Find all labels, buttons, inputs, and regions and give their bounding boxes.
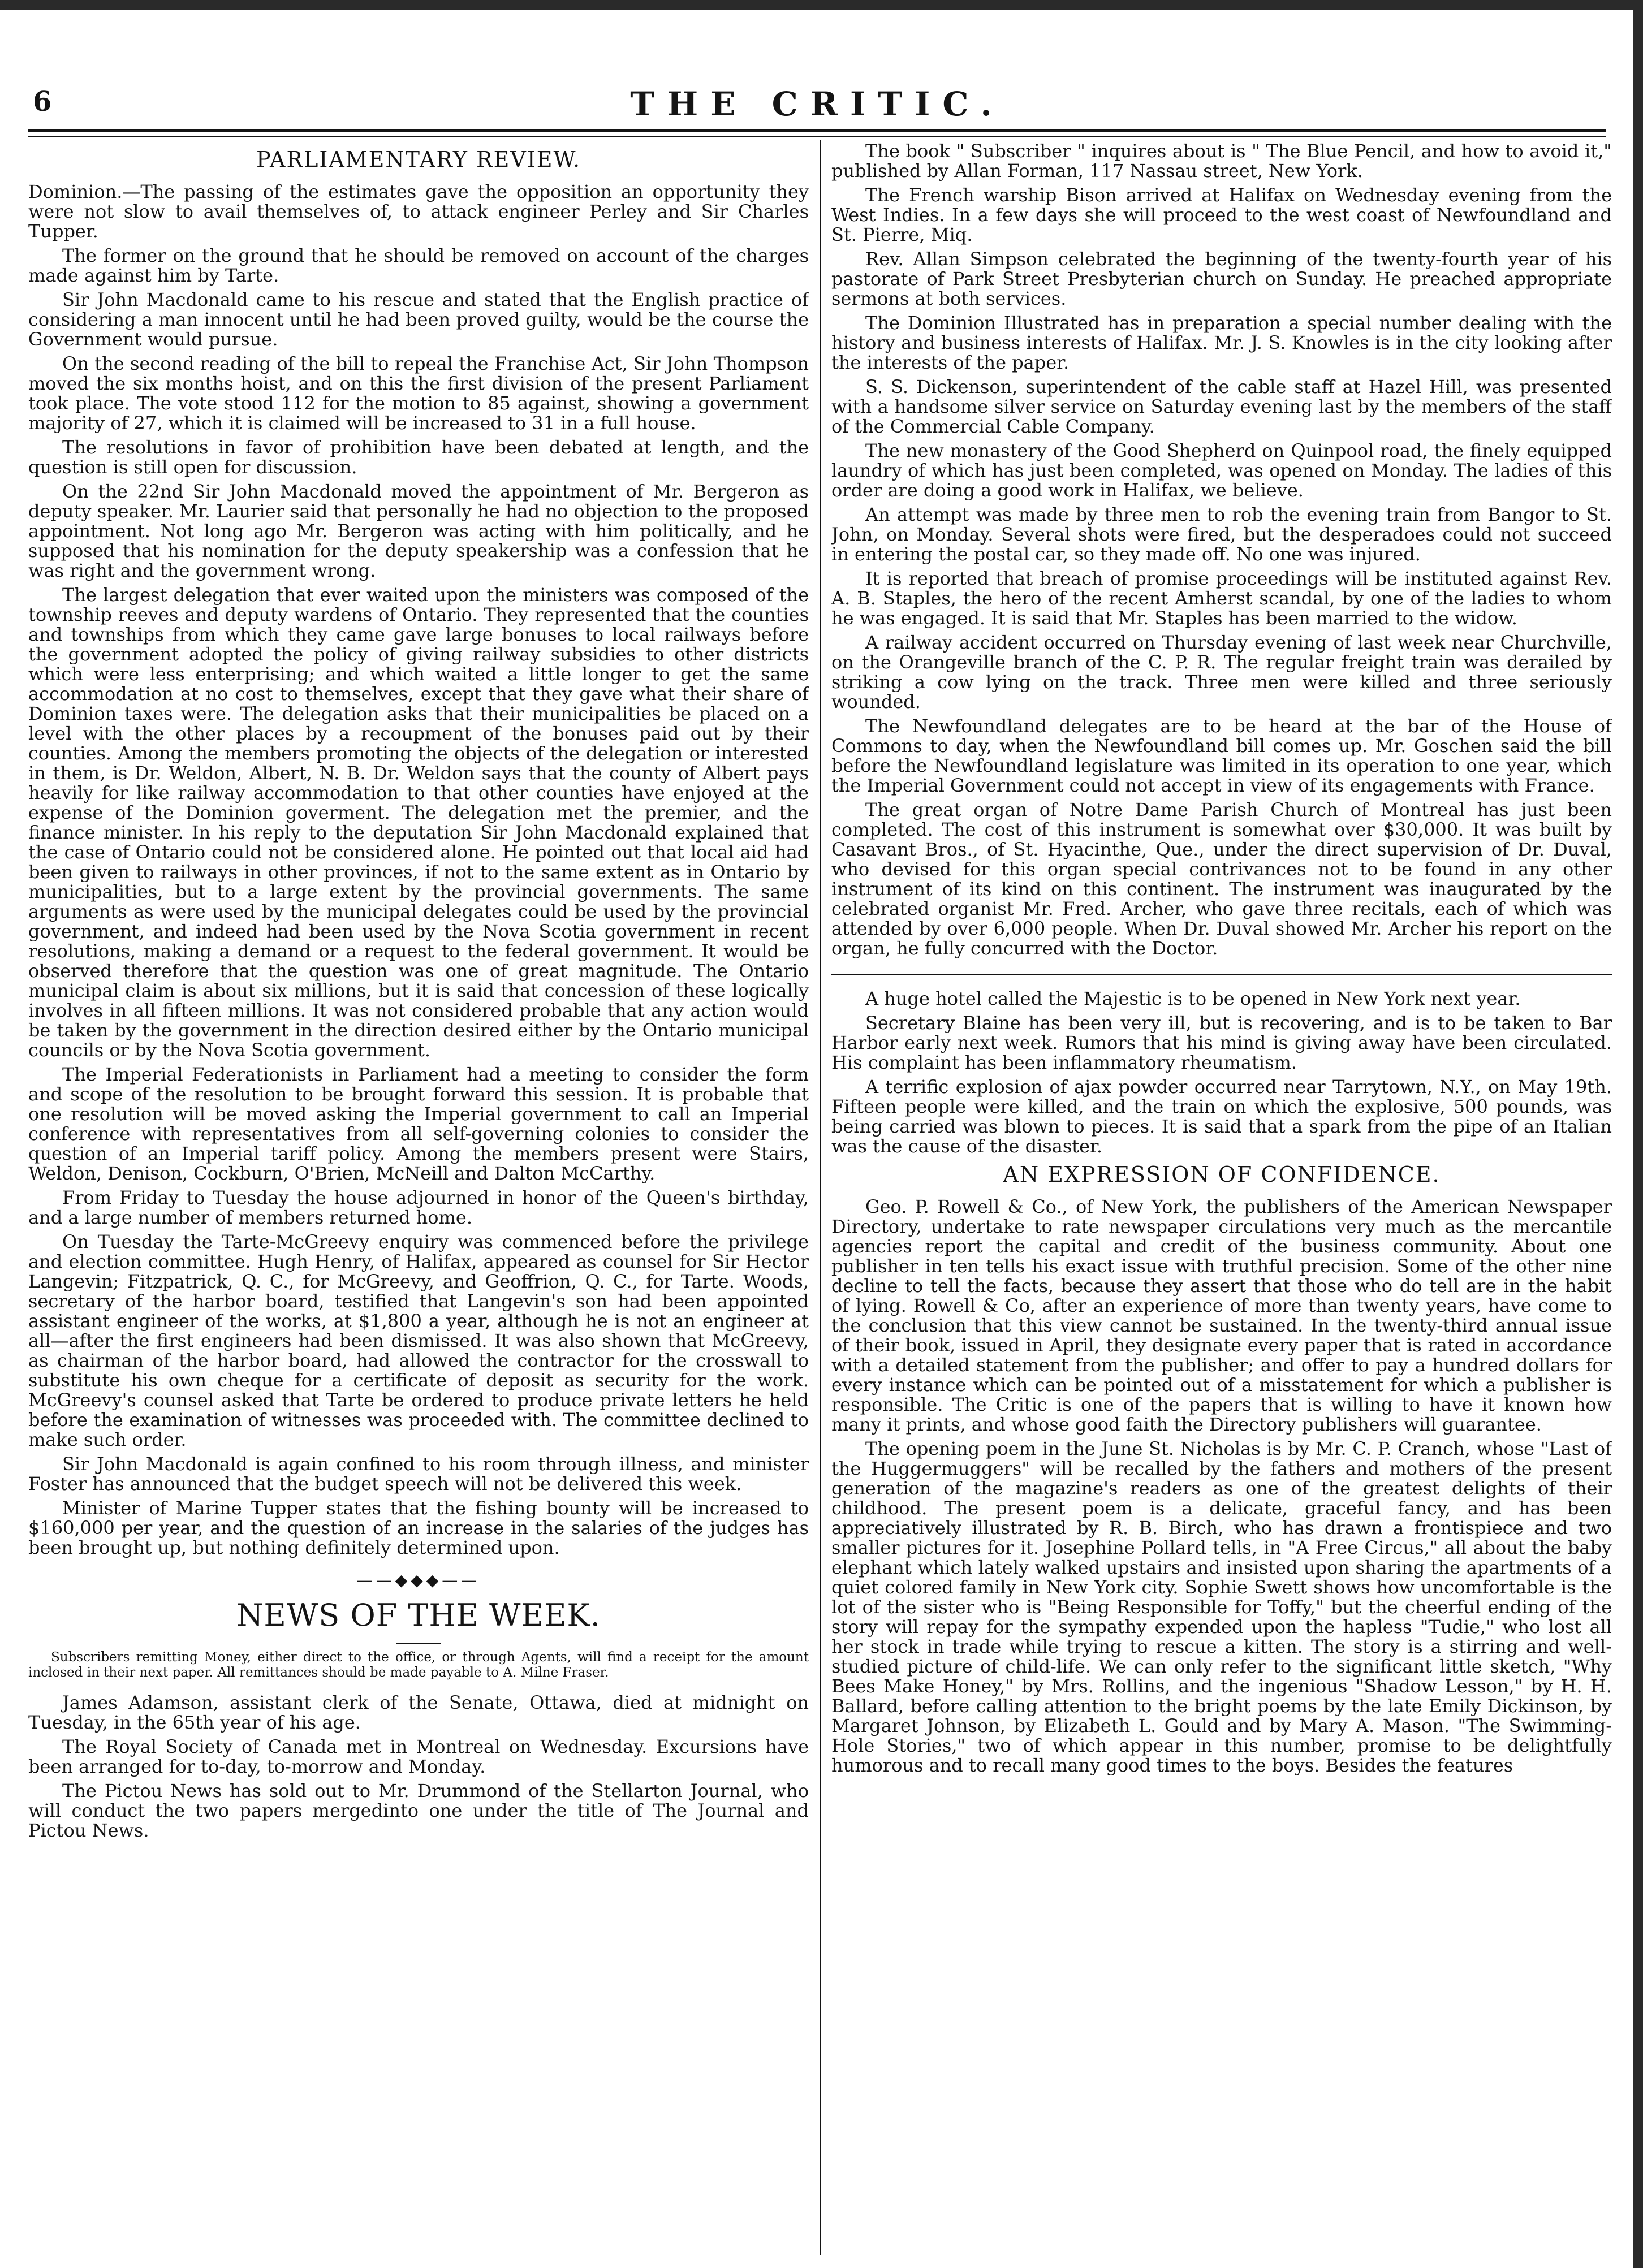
news-paragraph: James Adamson, assistant clerk of the Senate, Ottawa, died at midnight on Tuesday, in the 65th year of his age. [28, 1692, 809, 1733]
article-paragraph: Minister of Marine Tupper states that the fishing bounty will be increased to $160,000 per year, and the question of an increase in the salaries of the judges has been brought up, but nothing definitely determined upon. [28, 1497, 809, 1558]
article-paragraph: Dominion.—The passing of the estimates gave the opposition an opportunity they were not slow to avail themselves of, to attack engineer Perley and Sir Charles Tupper. [28, 181, 809, 242]
article-paragraph: The Imperial Federationists in Parliament had a meeting to consider the form and scope of the resolution to be brought forward this session. It is probable that one resolution will be moved asking the Imperial government to call an Imperial conference with representatives from all self-governing colonies to consider the question of an Imperial tariff policy. Among the members present were Stairs, Weldon, Denison, Cockburn, O'Brien, McNeill and Dalton McCarthy. [28, 1064, 809, 1184]
scan-right-edge [1633, 0, 1643, 2268]
news-paragraph: A huge hotel called the Majestic is to be opened in New York next year. [865, 988, 1521, 1009]
news-paragraph: The great organ of Notre Dame Parish Church of Montreal has just been completed. The cost of this instrument is somewhat over $30,000. It was built by Casavant Bros., of St. Hyacinthe, Que., under the direct supervision of Dr. Duval, who devised for this organ special contrivances not to be found in any other instrument of its kind on this continent. The instrument was inaugurated by the celebrated organist Mr. Fred. Archer, who gave three recitals, each of which was attended by over 6,000 people. When Dr. Duval showed Mr. Archer his report on the organ, he fully concurred with the Doctor. [831, 799, 1612, 959]
news-paragraph: The new monastery of the Good Shepherd on Quinpool road, the finely equipped laundry of which has just been completed, was opened on Monday. The ladies of this order are doing a good work in Halifax, we believe. [831, 440, 1612, 501]
article-paragraph: Sir John Macdonald came to his rescue and stated that the English practice of considering a man innocent until he had been proved guilty, would be the course the Government would pursue. [28, 289, 809, 350]
left-column [28, 141, 809, 2256]
news-paragraph: A railway accident occurred on Thursday evening of last week near Churchville, on the Orangeville branch of the C. P. R. The regular freight train was derailed by striking a cow lying on the track. Three men were killed and three seriously wounded. [831, 632, 1612, 712]
section-title-news: NEWS OF THE WEEK. [236, 1597, 601, 1633]
column-divider [820, 140, 821, 2255]
news-paragraph: An attempt was made by three men to rob the evening train from Bangor to St. John, on Monday. Several shots were fired, but the desperadoes could not succeed in entering the postal car, so they made off. No one was injured. [831, 504, 1612, 565]
article-paragraph: The largest delegation that ever waited upon the ministers was composed of the township reeves and deputy wardens of Ontario. They represented that the counties and townships from which they came gave large bonuses to local railways before the government adopted the policy of giving railway subsidies to other districts which were less enterprising; and which waited a little longer to get the same accommodation at no cost to themselves, except that they gave what their share of Dominion taxes were. The delegation asks that their municipalities be placed on a level with the other places by a recoupment of the bonuses paid out by their counties. Among the members promoting the objects of the delegation or interested in them, is Dr. Weldon, Albert, N. B. Dr. Weldon says that the county of Albert pays heavily for like railway accommodation to that other counties have enjoyed at the expense of the Dominion goverment. The delegation met the premier, and the finance minister. In his reply to the deputation Sir John Macdonald explained that the case of Ontario could not be considered alone. He pointed out that local aid had been given to railways in other provinces, if not to the same extent as in Ontario by municipalities, but to a large extent by the provincial governments. The same arguments as were used by the municipal delegates could be used by the provincial government, and indeed had been used by the Nova Scotia government in recent resolutions, making a demand or a request to the federal government. It would be observed therefore that the question was one of great magnitude. The Ontario municipal claim is about six millions, but it is said that concession of these logically involves in all fifteen millions. It was not considered probable that any action would be taken by the government in the direction desired either by the Ontario municipal councils or by the Nova Scotia government. [28, 584, 809, 1061]
article-paragraph: The former on the ground that he should be removed on account of the charges made against him by Tarte. [28, 245, 809, 286]
article-paragraph: Geo. P. Rowell & Co., of New York, the publishers of the American Newspaper Directory, undertake to rate newspaper circulations very much as the mercantile agencies report the capital and credit of the business community. About one publisher in ten tells his exact issue with truthful precision. Some of the other nine decline to tell the facts, because they assert that those who do tell are in the habit of lying. Rowell & Co, after an experience of more than twenty years, have come to the conclusion that this view cannot be sustained. In the twenty-third annual issue of their book, issued in April, they designate every paper that is rated in accordance with a detailed statement from the publisher; and offer to pay a hundred dollars for every instance which can be pointed out of a misstatement for which a publisher is responsible. The Critic is one of the papers that is willing to have it known how many it prints, and whose good faith the Directory publishers will guarantee. [831, 1196, 1612, 1435]
right-column [831, 141, 1612, 2256]
article-paragraph: On Tuesday the Tarte-McGreevy enquiry was commenced before the privilege and election committee. Hugh Henry, of Halifax, appeared as counsel for Sir Hector Langevin; Fitzpatrick, Q. C., for McGreevy, and Geoffrion, Q. C., for Tarte. Woods, secretary of the harbor board, testified that Langevin's son had been appointed assistant engineer of the works, at $1,800 a year, although he is not an engineer at all—after the first engineers had been dismissed. It was also shown that McGreevy, as chairman of the harbor board, had allowed the contractor for the crosswall to substitute his own cheque for a certificate of deposit as security for the work. McGreevy's counsel asked that Tarte be ordered to produce private letters he held before the examination of witnesses was proceeded with. The committee declined to make such order. [28, 1231, 809, 1450]
section-title-confidence: AN EXPRESSION OF CONFIDENCE. [1003, 1162, 1441, 1187]
masthead-rule-thin [28, 136, 1606, 137]
scan-top-edge [0, 0, 1643, 10]
article-paragraph: The opening poem in the June St. Nicholas is by Mr. C. P. Cranch, whose "Last of the Huggermuggers" will be recalled by the fathers and mothers of the present generation of the magazine's readers as one of the greatest delights of their childhood. The present poem is a delicate, graceful fancy, and has been appreciatively illustrated by R. B. Birch, who has drawn a frontispiece and two smaller pictures for it. Josephine Pollard tells, in "A Free Circus," all about the baby elephant which lately walked upstairs and insisted upon sharing the apartments of a quiet colored family in New York city. Sophie Swett shows how uncomfortable is the lot of the sister who is "Being Responsible for Toffy," but the cheerful ending of the story will repay for the sympathy expended upon the hapless "Tudie," who lost all her stock in trade while trying to rescue a kitten. The story is a stirring and well-studied picture of child-life. We can only refer to the significant little sketch, "Why Bees Make Honey," by Mrs. Rollins, and the ingenious "Shadow Lesson," by H. H. Ballard, before calling attention to the bright poems by the late Emily Dickinson, by Margaret Johnson, by Elizabeth L. Gould and by Mary A. Mason. "The Swimming-Hole Stories," two of which appear in this number, promise to be delightfully humorous and to recall many good times to the boys. Besides the features [831, 1438, 1612, 1776]
section-title-parliamentary: PARLIAMENTARY REVIEW. [256, 147, 581, 172]
news-paragraph: The French warship Bison arrived at Halifax on Wednesday evening from the West Indies. In a few days she will proceed to the west coast of Newfoundland and St. Pierre, Miq. [831, 184, 1612, 245]
title-underline [396, 1643, 441, 1644]
news-paragraph: It is reported that breach of promise proceedings will be instituted against Rev. A. B. Staples, the hero of the recent Amherst scandal, by one of the ladies to whom he was engaged. It is said that Mr. Staples has been married to the widow. [831, 568, 1612, 629]
article-paragraph: On the second reading of the bill to repeal the Franchise Act, Sir John Thompson moved the six months hoist, and on this the first division of the present Parliament took place. The vote stood 112 for the motion to 85 against, showing a government majority of 27, which it is claimed will be increased to 31 in a full house. [28, 353, 809, 434]
section-divider [831, 974, 1612, 975]
article-paragraph: From Friday to Tuesday the house adjourned in honor of the Queen's birthday, and a large number of members returned home. [28, 1187, 809, 1228]
news-paragraph: Rev. Allan Simpson celebrated the beginning of the twenty-fourth year of his pastorate of Park Street Presbyterian church on Sunday. He preached appropriate sermons at both services. [831, 248, 1612, 309]
news-paragraph: The book " Subscriber " inquires about is " The Blue Pencil, and how to avoid it," published by Allan Forman, 117 Nassau street, New York. [831, 141, 1612, 182]
section-ornament: ——◆◆◆—— [356, 1571, 481, 1589]
subscriber-notice: Subscribers remitting Money, either direct to the office, or through Agents, will find a receipt for the amount inclosed in their next paper. All remittances should be made payable to A. Milne Fraser. [28, 1650, 809, 1680]
news-paragraph: The Pictou News has sold out to Mr. Drummond of the Stellarton Journal, who will conduct the two papers mergedinto one under the title of The Journal and Pictou News. [28, 1780, 809, 1841]
article-paragraph: The resolutions in favor of prohibition have been debated at length, and the question is still open for discussion. [28, 437, 809, 478]
news-paragraph: The Royal Society of Canada met in Montreal on Wednesday. Excursions have been arranged for to-day, to-morrow and Monday. [28, 1736, 809, 1777]
masthead-rule [28, 129, 1606, 132]
article-paragraph: Sir John Macdonald is again confined to his room through illness, and minister Foster has announced that the budget speech will not be delivered this week. [28, 1453, 809, 1494]
page-number: 6 [33, 86, 52, 118]
news-paragraph: The Newfoundland delegates are to be heard at the bar of the House of Commons to day, when the Newfoundland bill comes up. Mr. Goschen said the bill before the Newfoundland legislature was limited in its operation to one year, which the Imperial Government could not accept in view of its engagements with France. [831, 715, 1612, 796]
news-paragraph: A terrific explosion of ajax powder occurred near Tarrytown, N.Y., on May 19th. Fifteen people were killed, and the train on which the explosive, 500 pounds, was being carried was blown to pieces. It is said that a spark from the pipe of an Italian was the cause of the disaster. [831, 1076, 1612, 1157]
masthead [28, 85, 1606, 124]
news-paragraph: S. S. Dickenson, superintendent of the cable staff at Hazel Hill, was presented with a handsome silver service on Saturday evening last by the members of the staff of the Commercial Cable Company. [831, 376, 1612, 437]
article-paragraph: On the 22nd Sir John Macdonald moved the appointment of Mr. Bergeron as deputy speaker. Mr. Laurier said that personally he had no objection to the proposed appointment. Not long ago Mr. Bergeron was acting with him politically, and he supposed that his nomination for the deputy speakership was a confession that he was right and the government wrong. [28, 481, 809, 581]
news-paragraph: Secretary Blaine has been very ill, but is recovering, and is to be taken to Bar Harbor early next week. Rumors that his mind is giving away have been circulated. His complaint has been inflammatory rheumatism. [831, 1012, 1612, 1073]
paper-title: THE CRITIC. [630, 85, 1004, 123]
news-paragraph: The Dominion Illustrated has in preparation a special number dealing with the history and business interests of Halifax. Mr. J. S. Knowles is in the city looking after the interests of the paper. [831, 312, 1612, 373]
